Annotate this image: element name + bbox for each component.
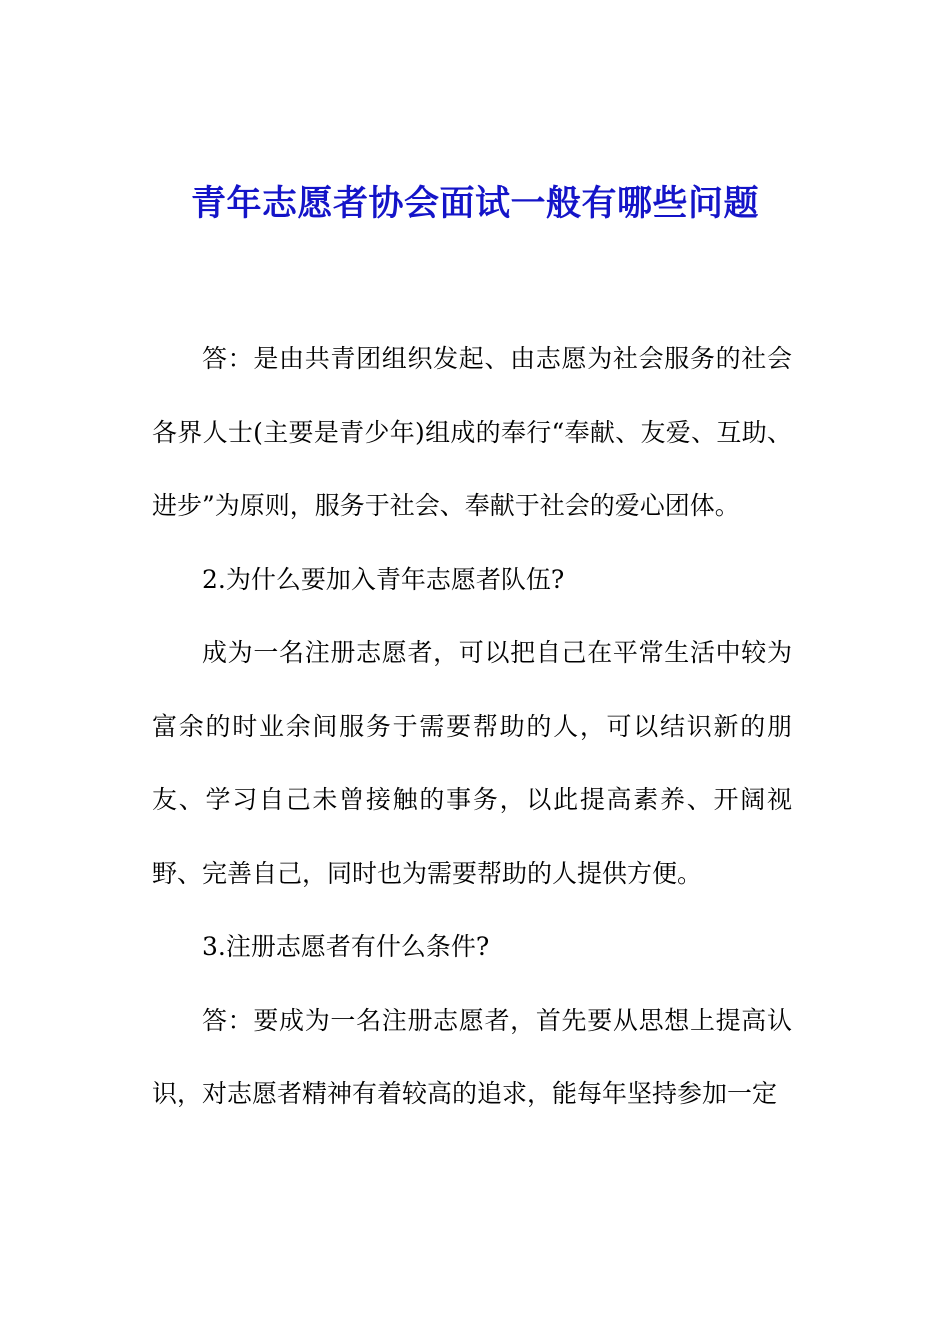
paragraph-answer-2: 成为一名注册志愿者，可以把自己在平常生活中较为富余的时业余间服务于需要帮助的人，可以结识新的朋友、学习自己未曾接触的事务，以此提高素养、开阔视野、完善自己，同时也为需要帮助的人提供方便。 (152, 638, 792, 888)
paragraph-question-2: 2.为什么要加入青年志愿者队伍? (202, 564, 565, 594)
document-title: 青年志愿者协会面试一般有哪些问题 (190, 183, 759, 224)
document-body (152, 322, 792, 1131)
paragraph-answer-3: 答：要成为一名注册志愿者，首先要从思想上提高认识，对志愿者精神有着较高的追求，能每年坚持参加一定 (152, 1005, 792, 1108)
paragraph-answer-1: 答：是由共青团组织发起、由志愿为社会服务的社会各界人士(主要是青少年)组成的奉行“奉献、友爱、互助、进步”为原则，服务于社会、奉献于社会的爱心团体。 (152, 344, 792, 520)
paragraph-question-3: 3.注册志愿者有什么条件? (202, 932, 490, 961)
